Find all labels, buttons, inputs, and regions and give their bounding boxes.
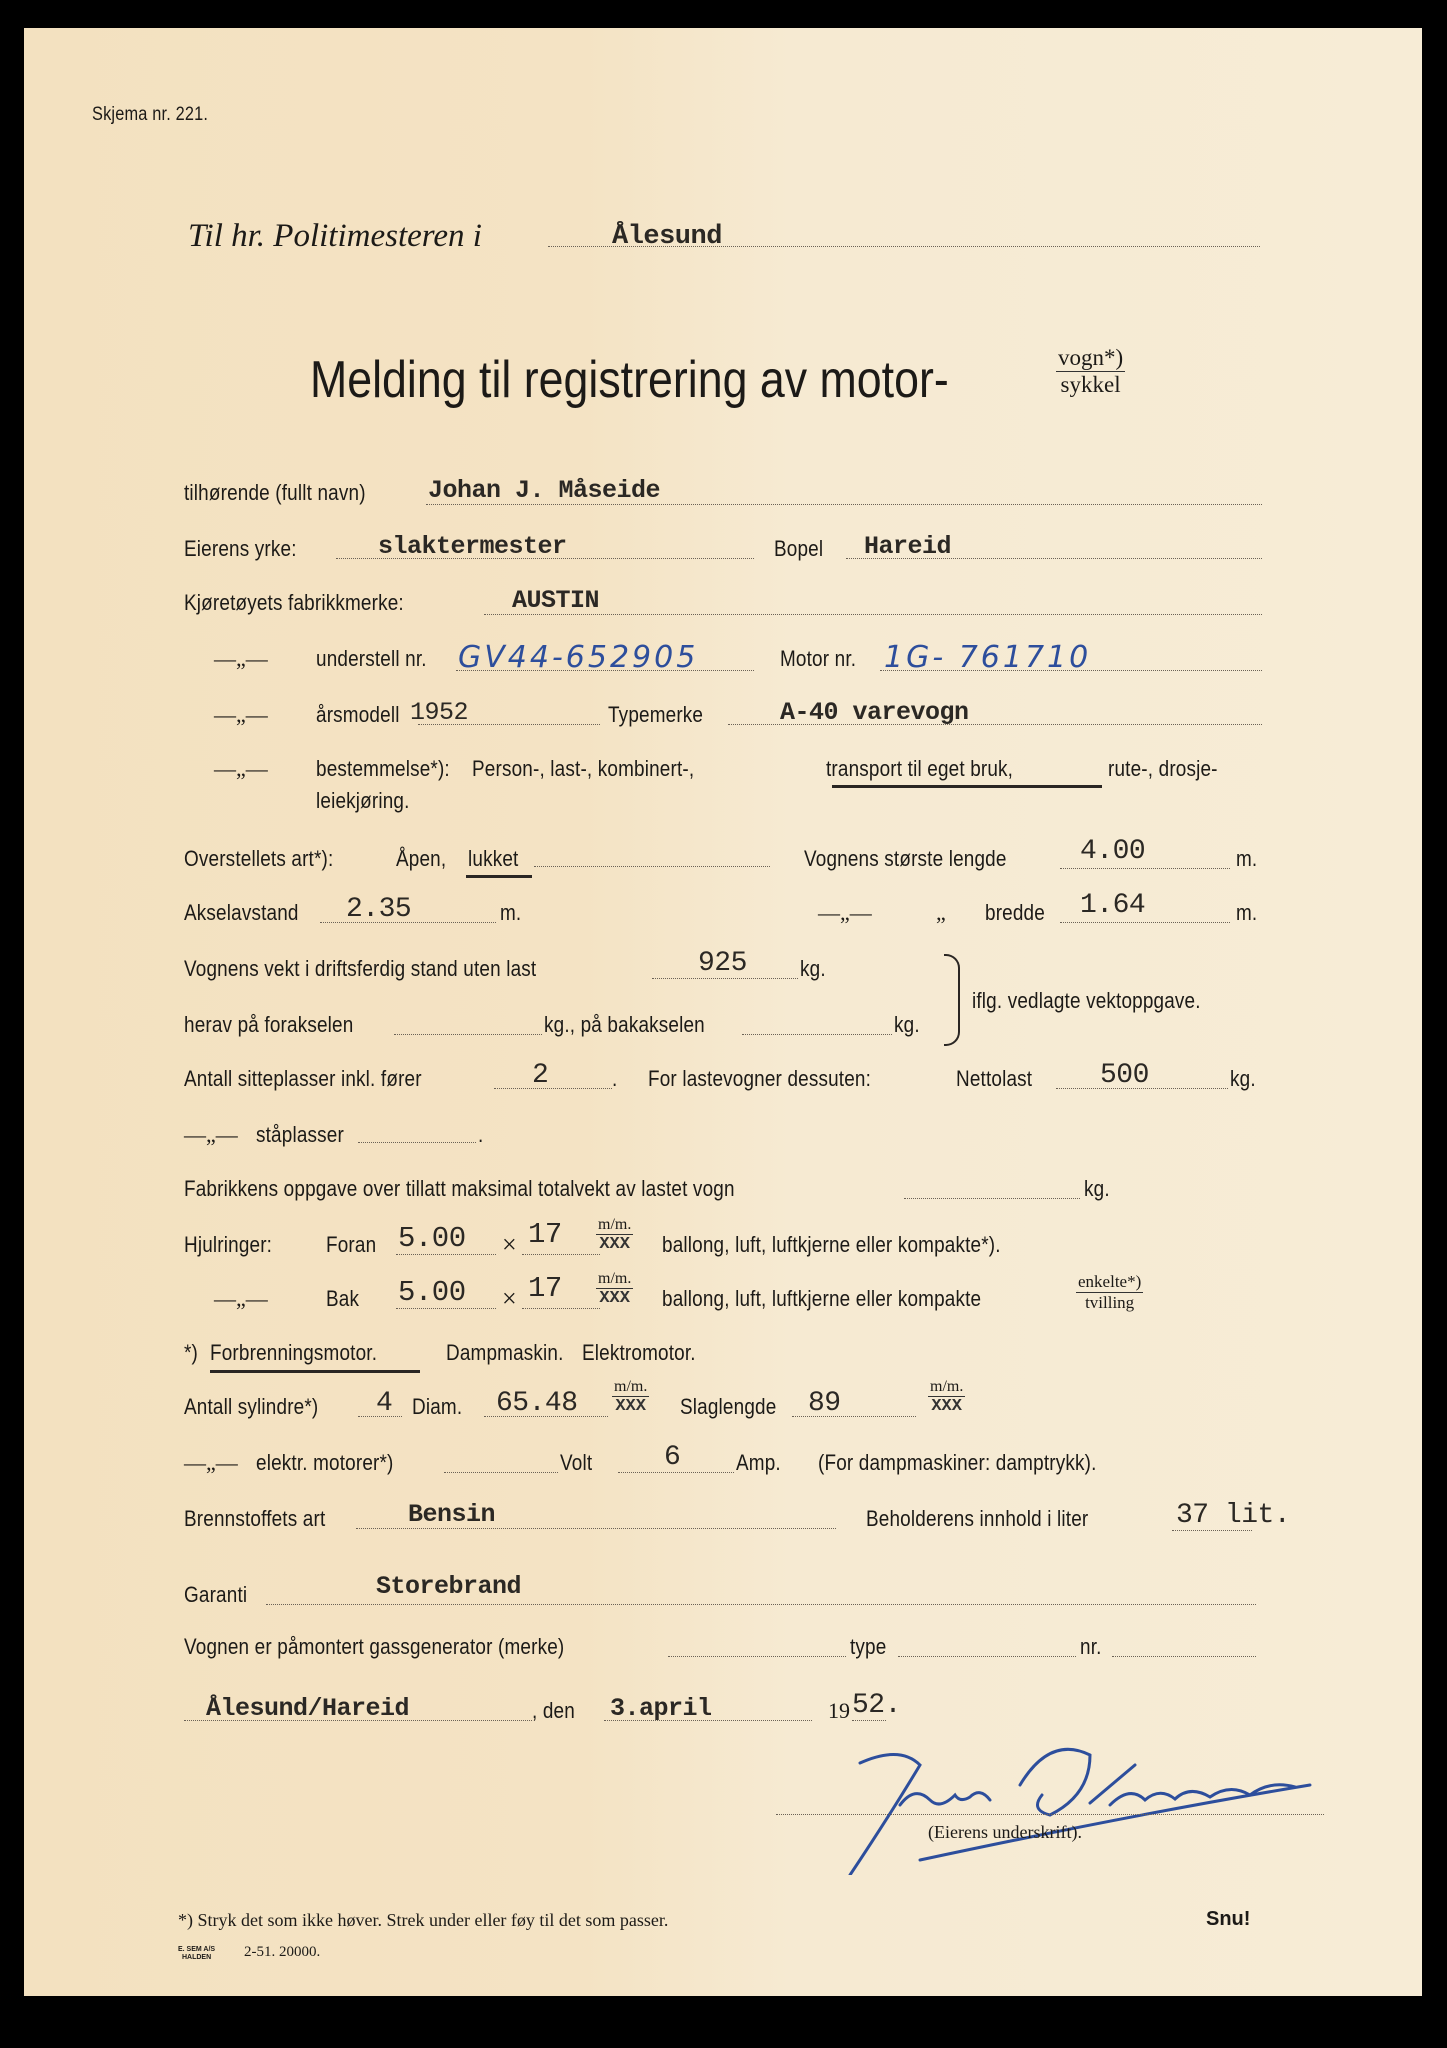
standing-label: ståplasser bbox=[256, 1122, 344, 1147]
tyres-rear-diameter-field[interactable]: 17 bbox=[528, 1272, 562, 1305]
page-title: Melding til registrering av motor- bbox=[310, 351, 949, 409]
fuel-field[interactable]: Bensin bbox=[408, 1500, 496, 1529]
standing-suffix: . bbox=[478, 1122, 484, 1147]
tank-label: Beholderens innhold i liter bbox=[866, 1506, 1089, 1531]
gas-generator-label: Vognen er påmontert gassgenerator (merke) bbox=[184, 1634, 565, 1659]
purpose-options: Person-, last-, kombinert-, bbox=[472, 756, 695, 781]
tyres-rear-mount-fraction: enkelte*) tvilling bbox=[1078, 1272, 1142, 1312]
occupation-field[interactable]: slaktermester bbox=[378, 532, 567, 561]
signature-scribble-icon bbox=[790, 1725, 1350, 1875]
type-label: Typemerke bbox=[608, 702, 704, 727]
length-field[interactable]: 4.00 bbox=[1080, 836, 1146, 867]
tyres-rear-desc: ballong, luft, luftkjerne eller kompakte bbox=[662, 1286, 982, 1311]
rear-axle-label: kg., på bakakselen bbox=[544, 1012, 705, 1037]
cylinders-label: Antall sylindre*) bbox=[184, 1394, 319, 1419]
ditto-mark: —„— bbox=[818, 900, 872, 925]
signature-caption: (Eierens underskrift). bbox=[928, 1822, 1082, 1842]
body-option-closed-selected[interactable]: lukket bbox=[468, 846, 519, 871]
cylinders-field[interactable]: 4 bbox=[376, 1388, 393, 1419]
owner-name-label: tilhørende (fullt navn) bbox=[184, 480, 366, 505]
width-label: bredde bbox=[985, 900, 1045, 925]
type-field[interactable]: A-40 varevogn bbox=[780, 698, 969, 727]
year-prefix: 19 bbox=[828, 1698, 850, 1723]
residence-field[interactable]: Hareid bbox=[864, 532, 952, 561]
chassis-no-label: understell nr. bbox=[316, 646, 427, 671]
print-info: 2-51. 20000. bbox=[244, 1944, 321, 1960]
ditto-mark: —„— bbox=[184, 1122, 238, 1147]
weight-label: Vognens vekt i driftsferdig stand uten last bbox=[184, 956, 537, 981]
brace bbox=[944, 954, 960, 1046]
bore-unit-fraction: m/m. XXX bbox=[614, 1378, 648, 1416]
engine-type-electric: Elektromotor. bbox=[582, 1340, 696, 1365]
wheelbase-label: Akselavstand bbox=[184, 900, 299, 925]
payload-label: Nettolast bbox=[956, 1066, 1033, 1091]
date-field[interactable]: 3.april bbox=[610, 1694, 712, 1723]
steam-pressure-note: (For dampmaskiner: damptrykk). bbox=[818, 1450, 1097, 1475]
body-type-label: Overstellets art*): bbox=[184, 846, 334, 871]
tyres-rear-width-field[interactable]: 5.00 bbox=[398, 1276, 466, 1309]
footer-note: *) Stryk det som ikke høver. Strek under eller føy til det som passer. bbox=[178, 1910, 669, 1930]
tyres-rear-unit-fraction: m/m. XXX bbox=[598, 1270, 632, 1308]
year-field[interactable]: 52. bbox=[852, 1690, 901, 1721]
owner-name-field[interactable]: Johan J. Måseide bbox=[428, 476, 661, 505]
width-field[interactable]: 1.64 bbox=[1080, 890, 1146, 921]
insurance-label: Garanti bbox=[184, 1582, 248, 1607]
stroke-unit-fraction: m/m. XXX bbox=[930, 1378, 964, 1416]
place-field[interactable]: Ålesund/Hareid bbox=[206, 1694, 410, 1723]
printer-mark: E. SEM A/S HALDEN bbox=[178, 1946, 216, 1961]
tyres-rear-label: Bak bbox=[326, 1286, 360, 1311]
seats-suffix: . bbox=[612, 1066, 618, 1091]
wheelbase-field[interactable]: 2.35 bbox=[346, 894, 412, 925]
turn-over-label: Snu! bbox=[1206, 1908, 1251, 1930]
fuel-label: Brennstoffets art bbox=[184, 1506, 326, 1531]
stroke-label: Slaglengde bbox=[680, 1394, 777, 1419]
electric-motors-label: elektr. motorer*) bbox=[256, 1450, 394, 1475]
bore-field[interactable]: 65.48 bbox=[496, 1388, 578, 1419]
amp-label: Amp. bbox=[736, 1450, 781, 1475]
tyres-front-diameter-field[interactable]: 17 bbox=[528, 1218, 562, 1251]
payload-field[interactable]: 500 bbox=[1100, 1060, 1149, 1091]
ditto-mark: —„— bbox=[214, 702, 268, 727]
model-year-label: årsmodell bbox=[316, 702, 400, 727]
payload-intro: For lastevogner dessuten: bbox=[648, 1066, 872, 1091]
length-label: Vognens største lengde bbox=[804, 846, 1007, 871]
insurance-field[interactable]: Storebrand bbox=[376, 1572, 522, 1601]
seats-field[interactable]: 2 bbox=[532, 1060, 549, 1091]
weight-note: iflg. vedlagte vektoppgave. bbox=[972, 988, 1201, 1013]
purpose-selected[interactable]: transport til eget bruk, bbox=[826, 756, 1014, 781]
ditto-mark: —„— bbox=[214, 756, 268, 781]
chassis-no-field[interactable]: GV44-652905 bbox=[458, 640, 699, 675]
occupation-label: Eierens yrke: bbox=[184, 536, 297, 561]
payload-unit: kg. bbox=[1230, 1066, 1256, 1091]
tank-field[interactable]: 37 lit. bbox=[1176, 1500, 1291, 1531]
engine-no-label: Motor nr. bbox=[780, 646, 857, 671]
stroke-field[interactable]: 89 bbox=[808, 1388, 841, 1419]
tyres-front-desc: ballong, luft, luftkjerne eller kompakte*). bbox=[662, 1232, 1001, 1257]
residence-label: Bopel bbox=[774, 536, 824, 561]
tyres-front-label: Foran bbox=[326, 1232, 377, 1257]
length-unit: m. bbox=[1236, 846, 1258, 871]
purpose-options-end: rute-, drosje- bbox=[1108, 756, 1218, 781]
body-option-open: Åpen, bbox=[396, 846, 447, 871]
make-field[interactable]: AUSTIN bbox=[512, 586, 600, 615]
engine-type-steam: Dampmaskin. bbox=[446, 1340, 564, 1365]
bore-label: Diam. bbox=[412, 1394, 463, 1419]
purpose-options-line2: leiekjøring. bbox=[316, 788, 410, 813]
tyres-label: Hjulringer: bbox=[184, 1232, 273, 1257]
engine-no-field[interactable]: 1G- 761710 bbox=[884, 640, 1092, 675]
addressee-label: Til hr. Politimesteren i bbox=[188, 218, 482, 254]
front-axle-label: herav på forakselen bbox=[184, 1012, 354, 1037]
max-weight-label: Fabrikkens oppgave over tillatt maksimal totalvekt av lastet vogn bbox=[184, 1176, 735, 1201]
date-label: , den bbox=[532, 1698, 575, 1723]
model-year-field[interactable]: 1952 bbox=[410, 698, 469, 727]
ditto-mark: —„— bbox=[214, 646, 268, 671]
max-weight-unit: kg. bbox=[1084, 1176, 1110, 1201]
gas-generator-type-label: type bbox=[850, 1634, 887, 1659]
seats-label: Antall sitteplasser inkl. fører bbox=[184, 1066, 422, 1091]
ditto-mark: —„— bbox=[184, 1450, 238, 1475]
make-label: Kjøretøyets fabrikkmerke: bbox=[184, 590, 404, 615]
wheelbase-unit: m. bbox=[500, 900, 522, 925]
engine-type-prefix: *) bbox=[184, 1340, 199, 1365]
weight-unit: kg. bbox=[800, 956, 826, 981]
title-vehicle-type-fraction: vogn*) sykkel bbox=[1058, 345, 1124, 397]
ditto-mark-small: „ bbox=[936, 900, 946, 925]
times-sign: × bbox=[502, 1284, 517, 1313]
purpose-label: bestemmelse*): bbox=[316, 756, 450, 781]
volt-field[interactable]: 6 bbox=[664, 1442, 681, 1473]
gas-generator-nr-label: nr. bbox=[1080, 1634, 1102, 1659]
ditto-mark: —„— bbox=[214, 1286, 268, 1311]
volt-label: Volt bbox=[560, 1450, 593, 1475]
tyres-front-unit-fraction: m/m. XXX bbox=[598, 1216, 632, 1254]
times-sign: × bbox=[502, 1230, 517, 1259]
width-unit: m. bbox=[1236, 900, 1258, 925]
tyres-front-width-field[interactable]: 5.00 bbox=[398, 1222, 466, 1255]
form-number: Skjema nr. 221. bbox=[92, 104, 209, 125]
engine-type-combustion-selected[interactable]: Forbrenningsmotor. bbox=[210, 1340, 378, 1365]
addressee-value[interactable]: Ålesund bbox=[612, 222, 722, 252]
rear-axle-unit: kg. bbox=[894, 1012, 920, 1037]
weight-field[interactable]: 925 bbox=[698, 948, 747, 979]
